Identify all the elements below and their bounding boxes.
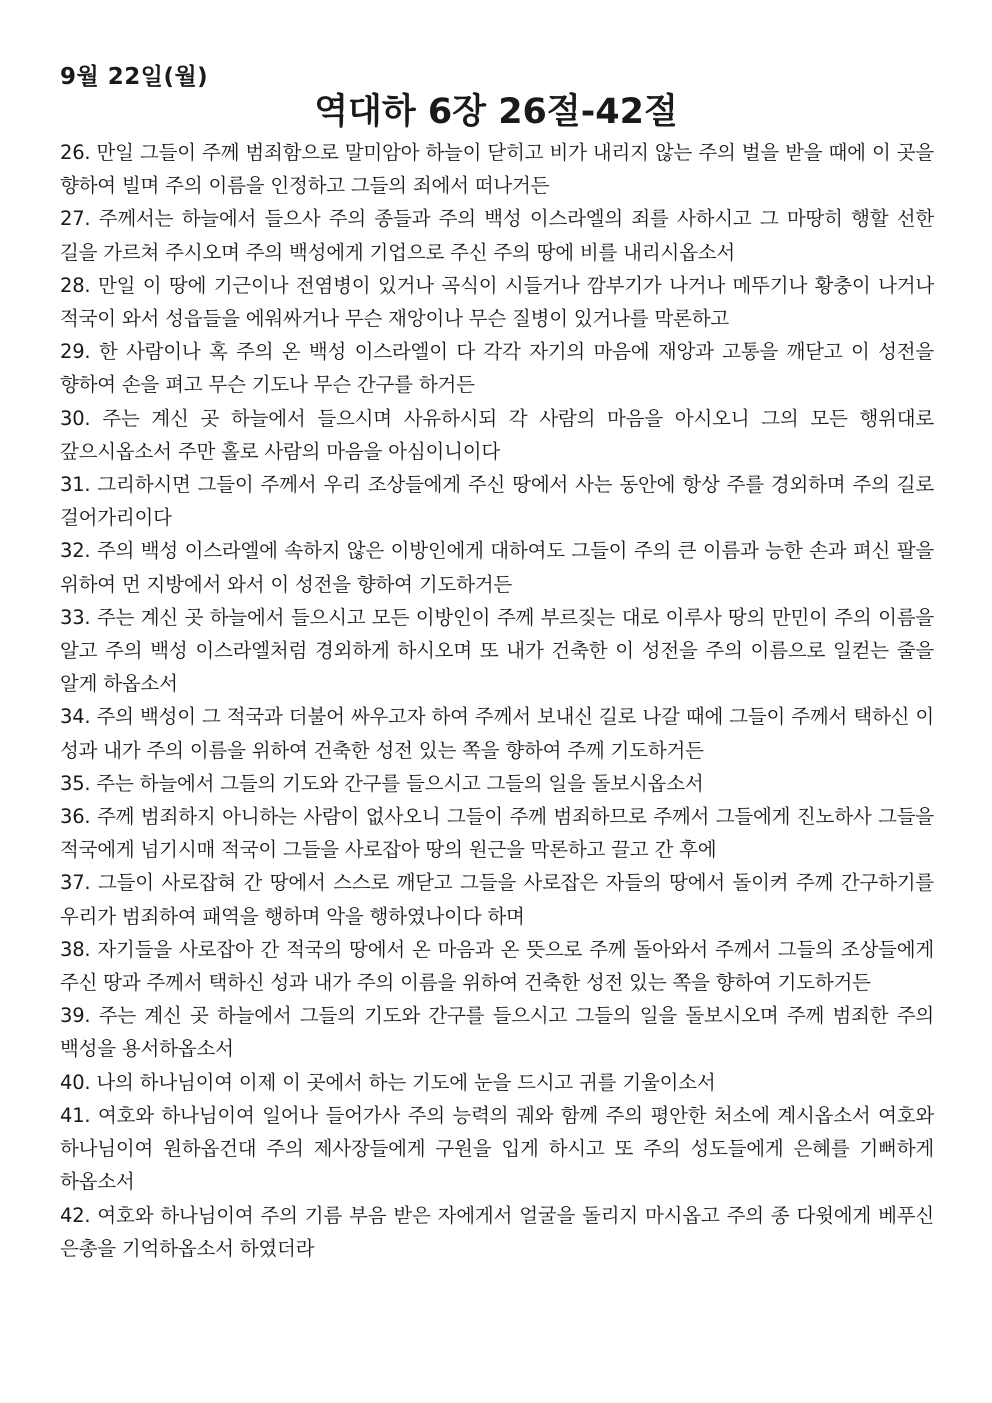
verse-37: 37. 그들이 사로잡혀 간 땅에서 스스로 깨닫고 그들을 사로잡은 자들의 땅에서 돌이켜 주께 간구하기를 우리가 범죄하여 패역을 행하며 악을 행하였나이다 하며	[60, 871, 934, 928]
verse-36: 36. 주께 범죄하지 아니하는 사람이 없사오니 그들이 주께 범죄하므로 주께서 그들에게 진노하사 그들을 적국에게 넘기시매 적국이 그들을 사로잡아 땅의 원근을 막론하고 끌고 간 후에	[60, 805, 934, 862]
date-label: 9월 22일(월)	[60, 64, 209, 90]
verse-41: 41. 여호와 하나님이여 일어나 들어가사 주의 능력의 궤와 함께 주의 평안한 처소에 계시옵소서 여호와 하나님이여 원하옵건대 주의 제사장들에게 구원을 입게 하시고 또 주의 성도들에게 은혜를 기뻐하게 하옵소서	[60, 1103, 934, 1194]
verse-40: 40. 나의 하나님이여 이제 이 곳에서 하는 기도에 눈을 드시고 귀를 기울이소서	[60, 1070, 716, 1094]
page-title: 역대하 6장 26절-42절	[314, 92, 678, 132]
verse-list	[60, 136, 934, 1265]
verse-29: 29. 한 사람이나 혹 주의 온 백성 이스라엘이 다 각각 자기의 마음에 재앙과 고통을 깨닫고 이 성전을 향하여 손을 펴고 무슨 기도나 무슨 간구를 하거든	[60, 340, 934, 397]
verse-34: 34. 주의 백성이 그 적국과 더불어 싸우고자 하여 주께서 보내신 길로 나갈 때에 그들이 주께서 택하신 이 성과 내가 주의 이름을 위하여 건축한 성전 있는 쪽을 향하여 주께 기도하거든	[60, 705, 934, 762]
verse-42: 42. 여호와 하나님이여 주의 기름 부음 받은 자에게서 얼굴을 돌리지 마시옵고 주의 종 다윗에게 베푸신 은총을 기억하옵소서 하였더라	[60, 1203, 934, 1260]
verse-30: 30. 주는 계신 곳 하늘에서 들으시며 사유하시되 각 사람의 마음을 아시오니 그의 모든 행위대로 갚으시옵소서 주만 홀로 사람의 마음을 아심이니이다	[60, 406, 934, 463]
verse-32: 32. 주의 백성 이스라엘에 속하지 않은 이방인에게 대하여도 그들이 주의 큰 이름과 능한 손과 펴신 팔을 위하여 먼 지방에서 와서 이 성전을 향하여 기도하거든	[60, 539, 934, 596]
verse-31: 31. 그리하시면 그들이 주께서 우리 조상들에게 주신 땅에서 사는 동안에 항상 주를 경외하며 주의 길로 걸어가리이다	[60, 473, 934, 530]
verse-27: 27. 주께서는 하늘에서 들으사 주의 종들과 주의 백성 이스라엘의 죄를 사하시고 그 마땅히 행할 선한 길을 가르쳐 주시오며 주의 백성에게 기업으로 주신 주의 땅에 비를 내리시옵소서	[60, 207, 934, 264]
verse-35: 35. 주는 하늘에서 그들의 기도와 간구를 들으시고 그들의 일을 돌보시옵소서	[60, 771, 704, 795]
verse-26: 26. 만일 그들이 주께 범죄함으로 말미암아 하늘이 닫히고 비가 내리지 않는 주의 벌을 받을 때에 이 곳을 향하여 빌며 주의 이름을 인정하고 그들의 죄에서 떠나거든	[60, 141, 934, 198]
verse-38: 38. 자기들을 사로잡아 간 적국의 땅에서 온 마음과 온 뜻으로 주께 돌아와서 주께서 그들의 조상들에게 주신 땅과 주께서 택하신 성과 내가 주의 이름을 위하여 건축한 성전 있는 쪽을 향하여 기도하거든	[60, 937, 934, 995]
verse-39: 39. 주는 계신 곳 하늘에서 그들의 기도와 간구를 들으시고 그들의 일을 돌보시오며 주께 범죄한 주의 백성을 용서하옵소서	[60, 1004, 934, 1061]
verse-28: 28. 만일 이 땅에 기근이나 전염병이 있거나 곡식이 시들거나 깜부기가 나거나 메뚜기나 황충이 나거나 적국이 와서 성읍들을 에워싸거나 무슨 재앙이나 무슨 질병이 있거나를 막론하고	[60, 273, 934, 331]
verse-33: 33. 주는 계신 곳 하늘에서 들으시고 모든 이방인이 주께 부르짖는 대로 이루사 땅의 만민이 주의 이름을 알고 주의 백성 이스라엘처럼 경외하게 하시오며 또 내가 건축한 이 성전을 주의 이름으로 일컫는 줄을 알게 하옵소서	[60, 605, 934, 696]
